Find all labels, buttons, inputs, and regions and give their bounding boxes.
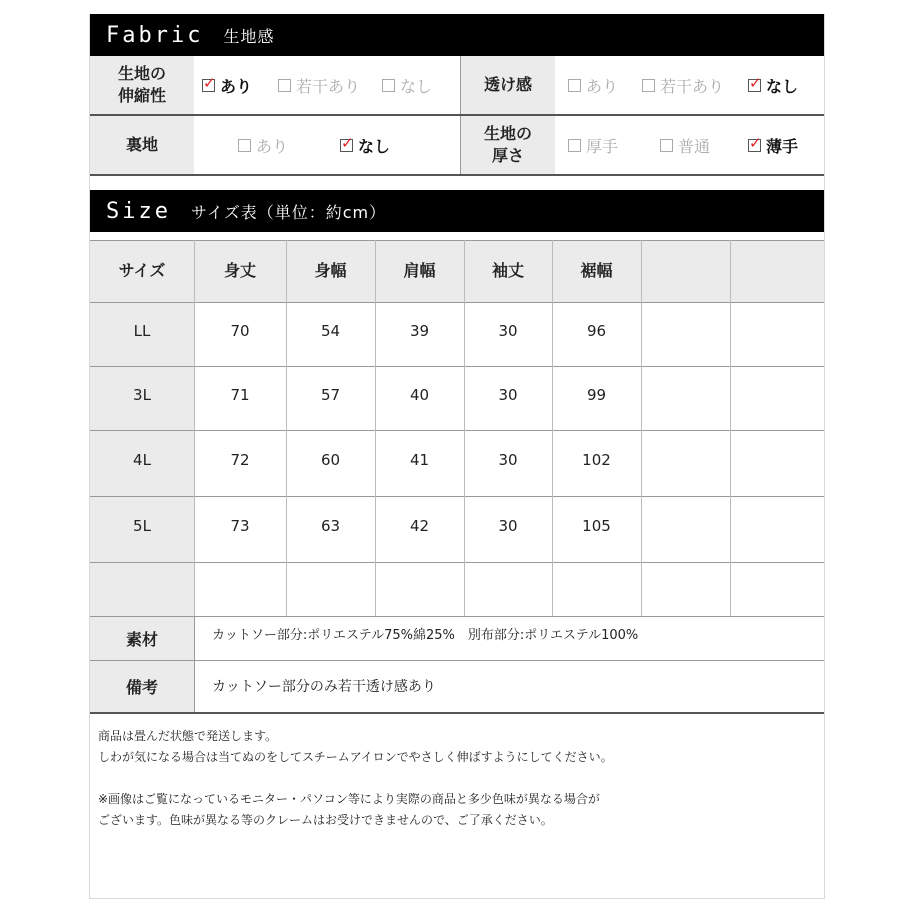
column-header: [641, 240, 730, 298]
size-value-cell: 57: [320, 386, 341, 404]
transparency-option-slight: 若干あり: [642, 56, 724, 114]
material-value: カットソー部分:ポリエステル75%綿25% 別布部分:ポリエステル100%: [212, 627, 639, 643]
size-value-cell: [552, 562, 641, 610]
fabric-row-stretch-transparency: [90, 56, 824, 116]
fabric-row-lining-thickness: [90, 116, 824, 176]
size-label-cell: LL: [133, 322, 151, 340]
transparency-option-no: ✓ なし: [748, 56, 798, 114]
note-line: ※画像はご覧になっているモニター・パソコン等により実際の商品と多少色味が異なる場合が: [98, 792, 600, 806]
column-header: 身幅: [314, 260, 347, 280]
thickness-option-thin: ✓ 薄手: [748, 116, 798, 174]
fabric-title-en: Fabric: [106, 22, 204, 48]
size-value-cell: [730, 562, 824, 610]
fabric-title-jp: 生地感: [223, 26, 275, 46]
size-label-cell: 5L: [133, 517, 151, 535]
transparency-label: 透け感: [460, 56, 555, 114]
note-line: ございます。色味が異なる等のクレームはお受けできませんので、ご了承ください。: [98, 813, 553, 827]
material-label: 素材: [125, 629, 158, 649]
thickness-label: 生地の 厚さ: [460, 116, 555, 174]
size-value-cell: 40: [409, 386, 430, 404]
size-value-cell: [641, 302, 730, 360]
size-title-jp: サイズ表（単位：約cm）: [190, 202, 387, 222]
lining-option-no: ✓ なし: [340, 116, 390, 174]
size-value-cell: 105: [582, 517, 611, 535]
size-value-cell: 30: [498, 451, 518, 469]
size-value-cell: 73: [230, 517, 250, 535]
checkbox-icon: [568, 139, 581, 152]
size-value-cell: 39: [409, 322, 430, 340]
size-label-cell: 3L: [133, 386, 151, 404]
size-value-cell: [641, 562, 730, 610]
checkbox-icon: [642, 79, 655, 92]
thickness-option-thick: 厚手: [568, 116, 618, 174]
size-value-cell: [641, 430, 730, 490]
size-value-cell: [286, 562, 375, 610]
size-value-cell: 30: [498, 517, 518, 535]
stretch-option-slight: 若干あり: [278, 56, 360, 114]
checkbox-icon: [238, 139, 251, 152]
stretch-option-yes: ✓ あり: [202, 56, 252, 114]
remarks-label: 備考: [125, 677, 158, 697]
checkbox-icon: [568, 79, 581, 92]
column-header: 裾幅: [580, 260, 613, 280]
size-value-cell: 99: [586, 386, 607, 404]
checkbox-icon: [382, 79, 395, 92]
checked-checkbox-icon: [202, 79, 215, 92]
column-header: 身丈: [223, 260, 256, 280]
size-value-cell: [641, 366, 730, 424]
checked-checkbox-icon: [748, 139, 761, 152]
stretch-label: 生地の 伸縮性: [90, 56, 194, 114]
size-header: [90, 190, 824, 232]
size-value-cell: 72: [230, 451, 250, 469]
column-header: 肩幅: [403, 260, 436, 280]
size-label-cell: 4L: [133, 451, 151, 469]
size-value-cell: 63: [320, 517, 341, 535]
size-value-cell: 30: [498, 322, 518, 340]
size-value-cell: 41: [409, 451, 430, 469]
size-value-cell: 42: [409, 517, 430, 535]
remarks-value: カットソー部分のみ若干透け感あり: [212, 679, 436, 695]
column-header: 袖丈: [491, 260, 524, 280]
size-value-cell: 30: [498, 386, 518, 404]
size-value-cell: 54: [320, 322, 341, 340]
lining-option-yes: あり: [238, 116, 288, 174]
note-line: 商品は畳んだ状態で発送します。: [98, 729, 278, 743]
size-value-cell: 71: [230, 386, 250, 404]
checkbox-icon: [278, 79, 291, 92]
size-value-cell: [730, 302, 824, 360]
size-value-cell: [730, 366, 824, 424]
shipping-notes: [98, 726, 808, 831]
size-value-cell: [641, 496, 730, 556]
note-line: [98, 768, 808, 789]
column-header: サイズ: [118, 260, 166, 280]
size-value-cell: 102: [582, 451, 611, 469]
thickness-option-normal: 普通: [660, 116, 710, 174]
fabric-header: [90, 14, 824, 56]
note-line: しわが気になる場合は当てぬのをしてスチームアイロンでやさしく伸ばすようにしてください。: [98, 750, 613, 764]
size-title-en: Size: [106, 198, 171, 224]
size-sheet: [89, 14, 825, 899]
size-value-cell: 96: [586, 322, 607, 340]
size-value-cell: [375, 562, 464, 610]
lining-label: 裏地: [90, 116, 194, 174]
size-value-cell: [730, 430, 824, 490]
size-value-cell: [730, 496, 824, 556]
column-header: [730, 240, 824, 298]
size-value-cell: [464, 562, 552, 610]
size-value-cell: 70: [230, 322, 250, 340]
size-value-cell: [194, 562, 286, 610]
checked-checkbox-icon: [748, 79, 761, 92]
checkbox-icon: [660, 139, 673, 152]
size-label-cell: [90, 562, 194, 610]
checked-checkbox-icon: [340, 139, 353, 152]
size-value-cell: 60: [320, 451, 341, 469]
transparency-option-yes: あり: [568, 56, 618, 114]
stretch-option-no: なし: [382, 56, 432, 114]
